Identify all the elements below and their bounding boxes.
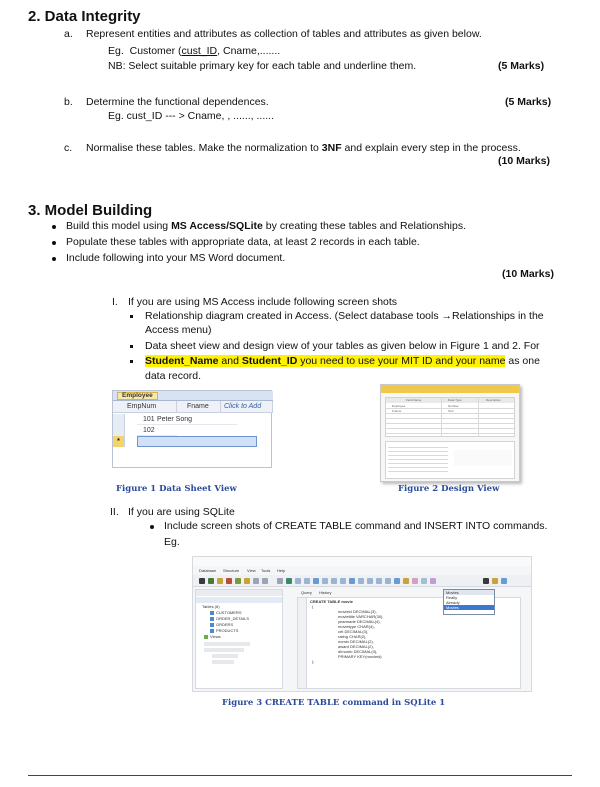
code-line: crit DECIMAL(3), (338, 629, 369, 634)
primary-key-underlined: cust_ID (181, 45, 218, 57)
column-header-empnum[interactable]: EmpNum (113, 401, 177, 413)
tool-icon[interactable] (367, 578, 373, 584)
menu-database[interactable]: Database (199, 568, 217, 573)
datasheet-tab-bar (113, 391, 273, 401)
tool-icon[interactable] (331, 578, 337, 584)
highlighted-text: Student_Name and Student_ID you need to use your MIT ID and your name (145, 355, 506, 367)
roman-2-text: If you are using SQLite (128, 506, 235, 518)
figure-3-sqlite-window (192, 556, 532, 692)
table-icon (210, 617, 214, 621)
code-line: movieid DECIMAL(3), (338, 609, 377, 614)
table-icon (210, 623, 214, 627)
code-line: movietype CHAR(4), (338, 624, 375, 629)
line-gutter (298, 598, 307, 688)
bullet-dot (52, 225, 56, 229)
section-2-title: 2. Data Integrity (28, 8, 141, 25)
item-a-marks: (5 Marks) (498, 60, 545, 72)
code-line: movietitle VARCHAR(30), (338, 614, 384, 619)
code-line: ); (312, 659, 315, 664)
sub-bullet-1-cont: Access menu) (145, 324, 212, 336)
figure-2-caption: Figure 2 Design View (398, 484, 500, 494)
tool-icon[interactable] (313, 578, 319, 584)
tree-views[interactable]: Views (210, 634, 221, 639)
tool-icon[interactable] (421, 578, 427, 584)
tab-query[interactable]: Query (301, 590, 312, 595)
item-c-marks: (10 Marks) (498, 155, 550, 167)
bullet-dot (52, 241, 56, 245)
code-line: ( (312, 604, 314, 609)
menu-help[interactable]: Help (277, 568, 286, 573)
new-row-selector[interactable]: * (113, 436, 125, 447)
sub-bullet-3-cont: data record. (145, 370, 202, 382)
tool-icon[interactable] (349, 578, 355, 584)
roman-2-example: Eg. (164, 536, 180, 548)
tree-table[interactable]: ORDERS (216, 622, 234, 627)
square-bullet (130, 315, 133, 318)
tool-icon[interactable] (492, 578, 498, 584)
sub-bullet-2: Data sheet view and design view of your tables as given below in Figure 1 and 2. For (145, 340, 540, 352)
table-tab[interactable]: Employee (117, 392, 158, 400)
autocomplete-dropdown[interactable]: Movies Really Already Movies (443, 589, 495, 615)
item-b-marks: (5 Marks) (505, 96, 552, 108)
figure-1-caption: Figure 1 Data Sheet View (116, 484, 237, 494)
tool-icon[interactable] (295, 578, 301, 584)
row-selector[interactable] (113, 414, 125, 425)
row-selector[interactable] (113, 425, 125, 436)
cell-empnum[interactable]: 102 (137, 425, 177, 436)
tree-table[interactable]: PRODUCTS (216, 628, 239, 633)
code-line: award DECIMAL(2), (338, 644, 374, 649)
bullet-dot (150, 525, 154, 529)
tool-icon[interactable] (286, 578, 292, 584)
tool-icon[interactable] (235, 578, 241, 584)
tool-icon[interactable] (262, 578, 268, 584)
tree-table[interactable]: ORDER_DETAILS (216, 616, 250, 621)
square-bullet (130, 345, 133, 348)
code-line: dirnumb DECIMAL(3), (338, 649, 378, 654)
tab-history[interactable]: History (319, 590, 332, 595)
database-tree (195, 589, 283, 689)
tool-icon[interactable] (430, 578, 436, 584)
tool-icon[interactable] (376, 578, 382, 584)
tree-table[interactable]: CUSTOMERS (216, 610, 242, 615)
menu-tools[interactable]: Tools (261, 568, 271, 573)
tool-icon[interactable] (277, 578, 283, 584)
window-titlebar (193, 557, 531, 566)
item-a-text: Represent entities and attributes as collection of tables and attributes as given below. (86, 28, 482, 40)
bullet-3: Include following into your MS Word document. (66, 252, 286, 264)
tool-icon[interactable] (483, 578, 489, 584)
tool-icon[interactable] (217, 578, 223, 584)
item-b-text: Determine the functional dependences. (86, 96, 269, 108)
section-3-marks: (10 Marks) (502, 268, 554, 280)
cell-empnum[interactable]: 101 (137, 414, 177, 425)
roman-1-marker: I. (112, 296, 118, 308)
bullet-2: Populate these tables with appropriate data, at least 2 records in each table. (66, 236, 420, 248)
column-header-click-to-add[interactable]: Click to Add (221, 401, 273, 413)
tool-icon[interactable] (358, 578, 364, 584)
item-a-example: Eg. Customer (cust_ID, Cname,....... (108, 45, 281, 57)
item-a-note: NB: Select suitable primary key for each table and underline them. (108, 60, 417, 72)
code-line: yearmade DECIMAL(4), (338, 619, 381, 624)
footer-divider (28, 775, 572, 776)
item-b-marker: b. (64, 96, 73, 108)
item-b-example: Eg. cust_ID --- > Cname, , ......, ...... (108, 110, 275, 122)
tree-tables[interactable]: Tables (6) (202, 604, 220, 609)
figure-3-caption: Figure 3 CREATE TABLE command in SQLite 1 (222, 698, 446, 708)
view-icon (204, 635, 208, 639)
code-line: rating CHAR(2), (338, 634, 367, 639)
tool-icon[interactable] (244, 578, 250, 584)
roman-2-bullet: Include screen shots of CREATE TABLE command and INSERT INTO commands. (164, 520, 548, 532)
item-c-marker: c. (64, 142, 73, 154)
tool-icon[interactable] (501, 578, 507, 584)
roman-1-text: If you are using MS Access include following screen shots (128, 296, 398, 308)
tool-icon[interactable] (208, 578, 214, 584)
section-3-title: 3. Model Building (28, 202, 153, 219)
figure-2-design-view (380, 384, 520, 482)
table-icon (210, 611, 214, 615)
bullet-dot (52, 257, 56, 261)
tool-icon[interactable] (403, 578, 409, 584)
code-line: CREATE TABLE movie (310, 599, 353, 604)
square-bullet (130, 360, 133, 363)
roman-2-marker: II. (110, 506, 119, 518)
item-c-text: Normalise these tables. Make the normalization to 3NF and explain every step in the process. (86, 142, 521, 154)
table-icon (210, 629, 214, 633)
tool-icon[interactable] (226, 578, 232, 584)
item-a-marker: a. (64, 28, 73, 40)
sub-bullet-3: Student_Name and Student_ID you need to use your MIT ID and your name as one (145, 355, 540, 367)
tool-icon[interactable] (394, 578, 400, 584)
new-row[interactable] (137, 436, 257, 447)
code-line: PRIMARY KEY(movieid) (338, 654, 382, 659)
code-line: nomin DECIMAL(2), (338, 639, 374, 644)
field-properties (385, 441, 515, 479)
field-grid: Field Name Data Type Description Employee Fname Number Text (385, 397, 515, 437)
tool-icon[interactable] (199, 578, 205, 584)
tool-icon[interactable] (412, 578, 418, 584)
arrow-icon: → (441, 310, 452, 322)
menu-view[interactable]: View (247, 568, 256, 573)
cell-fname[interactable]: Peter Song (157, 414, 237, 425)
menu-structure[interactable]: Structure (223, 568, 240, 573)
tool-icon[interactable] (253, 578, 259, 584)
tool-icon[interactable] (304, 578, 310, 584)
sub-bullet-1: Relationship diagram created in Access. (Select database tools →Relationships in the (145, 310, 544, 322)
bullet-1: Build this model using MS Access/SQLite by creating these tables and Relationships. (66, 220, 467, 232)
figure-1-datasheet (112, 390, 272, 468)
design-tab-bar (381, 385, 519, 393)
tool-icon[interactable] (322, 578, 328, 584)
tool-icon[interactable] (340, 578, 346, 584)
menu-bar (193, 566, 531, 575)
tool-icon[interactable] (385, 578, 391, 584)
column-header-fname[interactable]: Fname (177, 401, 221, 413)
